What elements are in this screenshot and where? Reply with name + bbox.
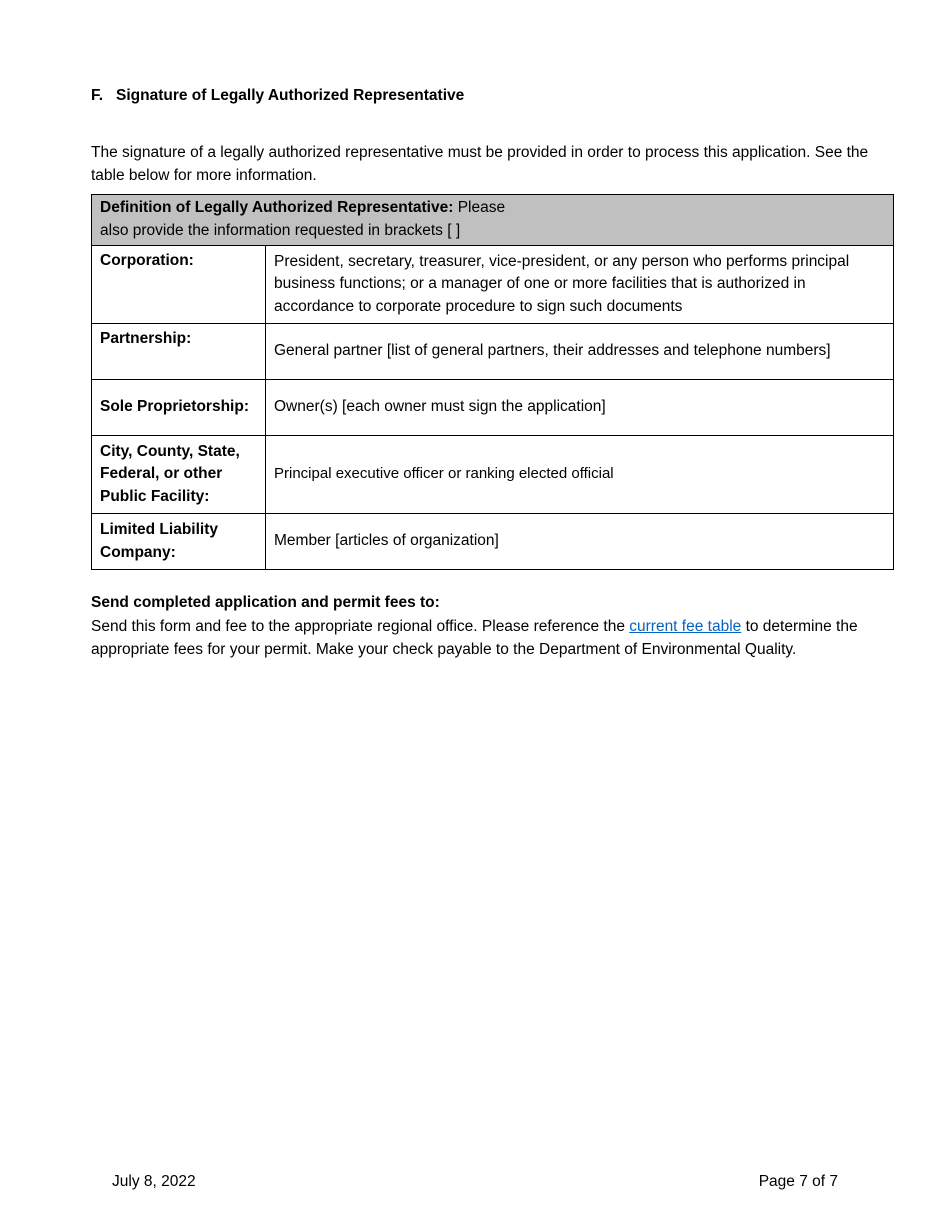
table-row [92, 514, 894, 570]
section-heading [91, 87, 464, 105]
section-letter: F. [91, 87, 104, 104]
entity-type-cell: Sole Proprietorship: [92, 380, 266, 436]
entity-type-cell: City, County, State, Federal, or other Public Facility: [92, 436, 266, 514]
entity-description-cell: Principal executive officer or ranking elected official [266, 436, 894, 514]
table-header-rest-line2: also provide the information requested in brackets [ ] [100, 221, 461, 239]
table-header-bold: Definition of Legally Authorized Representative: [100, 199, 454, 216]
table-row [92, 436, 894, 514]
entity-description-cell: President, secretary, treasurer, vice-president, or any person who performs principal business functions; or a manager of one or more facilities that is authorized in accordance to corporate procedure to sign such documents [266, 246, 894, 324]
fee-table-link[interactable]: current fee table [629, 618, 742, 635]
send-heading: Send completed application and permit fees to: [91, 594, 440, 611]
table-header-row [92, 195, 894, 246]
entity-description-cell: Member [articles of organization] [266, 514, 894, 570]
table-header-cell [92, 195, 894, 246]
table-row [92, 324, 894, 380]
footer-date: July 8, 2022 [112, 1173, 196, 1190]
table-row [92, 246, 894, 324]
entity-description-cell: General partner [list of general partners, their addresses and telephone numbers] [266, 324, 894, 380]
send-text-after-link: to determine the appropriate fees for your permit. Make your check payable to the Department of Environmental Quality. [91, 618, 858, 658]
entity-type-cell: Corporation: [92, 246, 266, 324]
table-header-rest-line1: Please [453, 199, 506, 216]
entity-type-cell: Limited Liability Company: [92, 514, 266, 570]
footer-page-number: Page 7 of 7 [758, 1173, 838, 1190]
intro-paragraph: The signature of a legally authorized representative must be provided in order to process this application. See the table below for more information. [91, 144, 869, 184]
representative-table [91, 194, 894, 570]
send-paragraph [91, 616, 871, 661]
send-text-before-link: Send this form and fee to the appropriate regional office. Please reference the [91, 618, 630, 635]
entity-type-cell: Partnership: [92, 324, 266, 380]
section-title: Signature of Legally Authorized Representative [116, 87, 465, 104]
table-row [92, 380, 894, 436]
entity-description-cell: Owner(s) [each owner must sign the application] [266, 380, 894, 436]
